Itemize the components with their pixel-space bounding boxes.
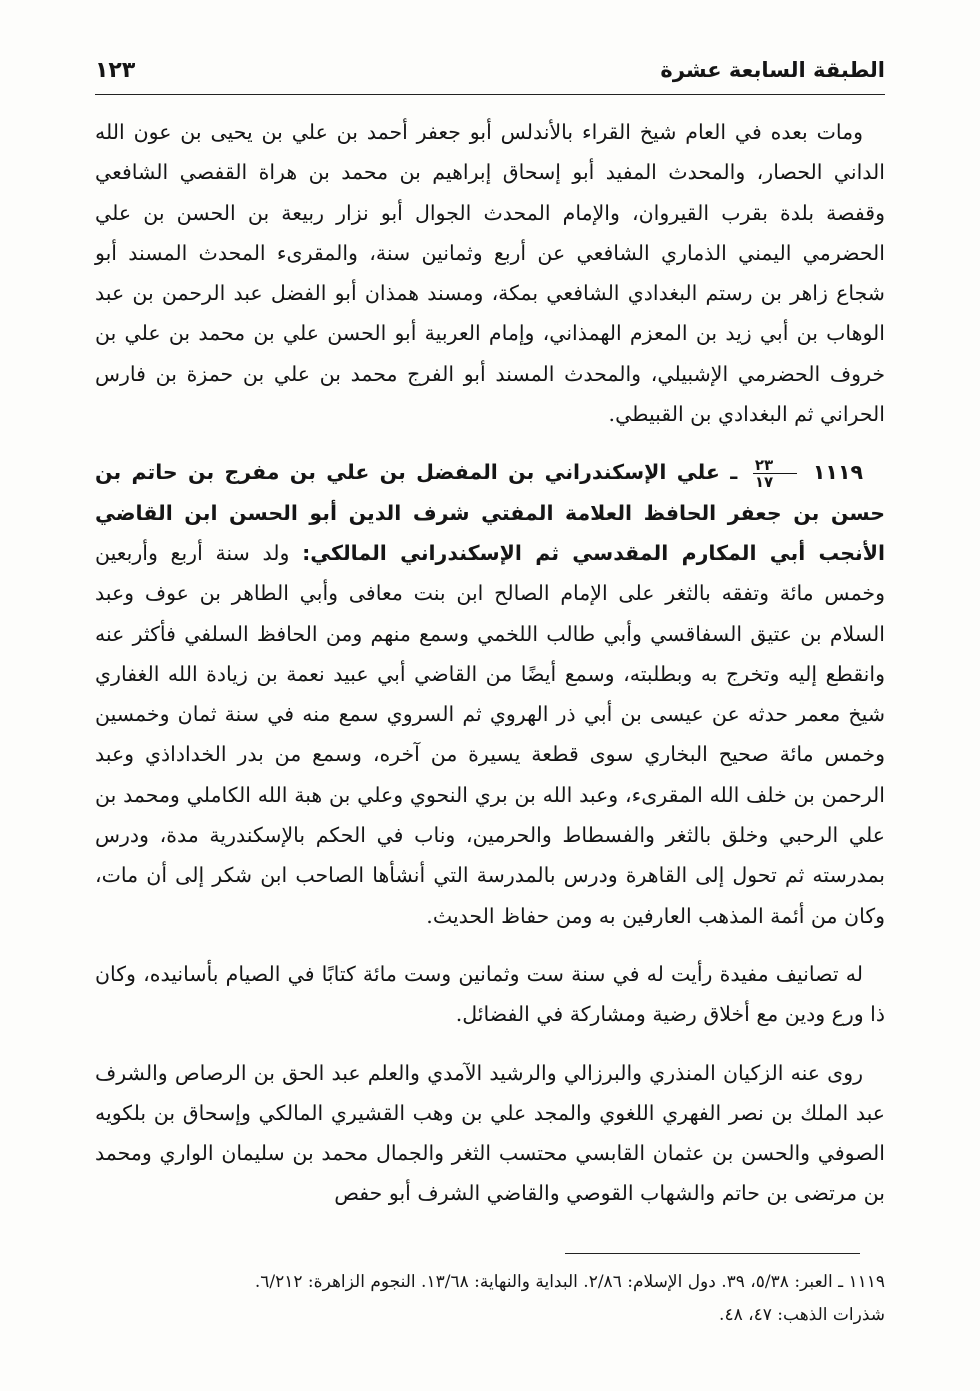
entry-body: ولد سنة أربع وأربعين وخمس مائة وتفقه بالثغر على الإمام الصالح ابن بنت معافى وأبي الطاهر بن عوف وعبد السلام بن عتيق السفاقسي وأبي طالب اللخمي وسمع منهم ومن الحافظ السلفي فأكثر عنه وانقطع إليه وتخرج به وبطلبته، وسمع أيضًا من القاضي أبي عبيد نعمة بن زيادة الله الغفاري شيخ معمر حدثه عن عيسى بن أبي ذر الهروي ثم السروي سمع منه في سنة ثمان وخمسين وخمس مائة صحيح البخاري سوى قطعة يسيرة من آخره، وسمع من بدر الخداداذي وعبد الرحمن بن خلف الله المقرىء، وعبد الله بن بري النحوي وعلي بن هبة الله الكاملي ومحمد بن علي الرحبي وخلق بالثغر والفسطاط والحرمين، وناب في الحكم بالإسكندرية مدة، ودرس بمدرسته ثم تحول إلى القاهرة ودرس بالمدرسة التي أنشأها الصاحب ابن شكر إلى أن مات، وكان من أئمة المذهب العارفين به ومن حفاظ الحديث. <box>95 540 885 928</box>
paragraph-deaths: ومات بعده في العام شيخ القراء بالأندلس أبو جعفر أحمد بن علي بن يحيى بن عون الله الداني الحصار، والمحدث المفيد أبو إسحاق إبراهيم بن محمد بن هراة القفصي الشافعي وقفصة بلدة بقرب القيروان، والإمام المحدث الجوال أبو نزار ربيعة بن الحسن بن علي الحضرمي اليمني الذماري الشافعي عن أربع وثمانين سنة، والمقرىء المحدث المسند أبو شجاع زاهر بن رستم البغدادي الشافعي بمكة، ومسند همذان أبو الفضل عبد الرحمن بن عبد الوهاب بن أبي زيد بن المعزم الهمذاني، وإمام العربية أبو الحسن علي بن محمد بن علي بن خروف الحضرمي الإشبيلي، والمحدث المسند أبو الفرج محمد بن علي بن حمزة بن فارس الحراني ثم البغدادي بن القبيطي. <box>95 120 885 427</box>
entry-number: ١١١٩ <box>812 460 863 485</box>
entry-fraction-bottom: ١٧ <box>754 473 774 492</box>
footnote-divider <box>565 1253 860 1254</box>
biography-entry <box>95 452 885 936</box>
footnote-line: شذرات الذهب: ٤٧، ٤٨. <box>719 1305 885 1325</box>
entry-fraction-top: ٢٣ <box>753 457 797 474</box>
footnote-line: ١١١٩ ـ العبر: ٥/٣٨، ٣٩. دول الإسلام: ٢/٨٦. البداية والنهاية: ١٣/٦٨. النجوم الزاهرة: ٦/٢١٢. <box>254 1272 885 1292</box>
page-number: ١٢٣ <box>95 58 136 83</box>
running-head: الطبقة السابعة عشرة <box>660 58 885 82</box>
paragraph-works: له تصانيف مفيدة رأيت له في سنة ست وثمانين وست مائة كتابًا في الصيام بأسانيده، وكان ذا ورع ودين مع أخلاق رضية ومشاركة في الفضائل. <box>95 961 885 1027</box>
footnotes <box>95 1266 885 1332</box>
paragraph-narrators: روى عنه الزكيان المنذري والبرزالي والرشيد الآمدي والعلم عبد الحق بن الرصاص والشرف عبد الملك بن نصر الفهري اللغوي والمجد علي بن وهب القشيري المالكي وإسحاق بن بلكويه الصوفي والحسن بن عثمان القابسي محتسب الثغر والجمال محمد بن سليمان الواري ومحمد بن مرتضى بن حاتم والشهاب القوصي والقاضي الشرف أبو حفص <box>95 1060 885 1206</box>
page-header <box>95 54 885 95</box>
entry-fraction <box>753 457 797 490</box>
entry-heading: ـ علي الإسكندراني بن المفضل بن علي بن مفرج بن حاتم بن حسن بن جعفر الحافظ العلامة المفتي شرف الدين أبو الحسن ابن القاضي الأنجب أبي المكارم المقدسي ثم الإسكندراني المالكي: <box>95 460 885 565</box>
main-text <box>95 112 885 1214</box>
